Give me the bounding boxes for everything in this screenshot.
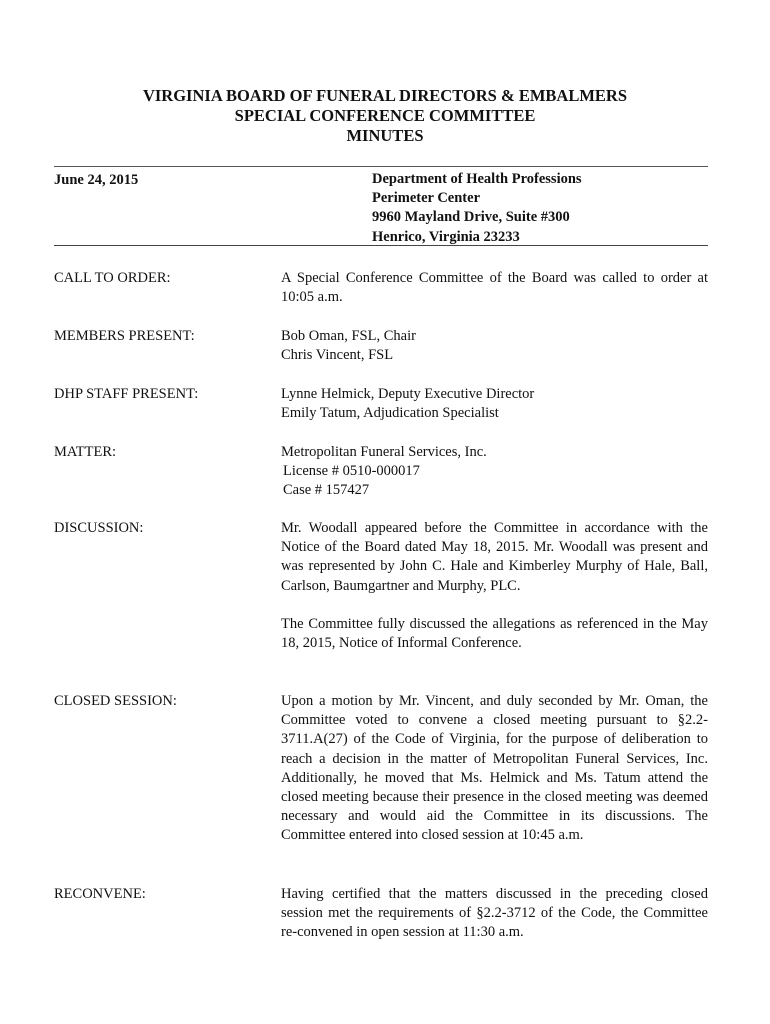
header-divider: [54, 245, 708, 246]
staff-list: [281, 385, 708, 423]
title-line-board: VIRGINIA BOARD OF FUNERAL DIRECTORS & EMBALMERS: [142, 86, 628, 105]
location-line: Department of Health Professions: [372, 171, 582, 187]
discussion-paragraph: The Committee fully discussed the allegations as referenced in the May 18, 2015, Notice of Informal Conference.: [281, 615, 708, 652]
document-title: [0, 86, 770, 146]
location-line: Henrico, Virginia 23233: [372, 228, 520, 245]
section-label: MEMBERS PRESENT:: [54, 328, 195, 344]
section-label: MATTER:: [54, 444, 117, 460]
title-line-committee: SPECIAL CONFERENCE COMMITTEE: [234, 106, 536, 125]
top-divider: [54, 166, 708, 167]
matter-details: [281, 443, 708, 501]
location-line: Perimeter Center: [372, 190, 481, 207]
matter-case: Case # 157427: [283, 482, 370, 499]
member-entry: Chris Vincent, FSL: [281, 347, 394, 364]
section-text: Having certified that the matters discussed in the preceding closed session met the requirements of §2.2-3712 of the Code, the Committee re-convened in open session at 11:30 a.m.: [281, 886, 708, 941]
members-list: [281, 327, 708, 365]
title-line-minutes: MINUTES: [346, 126, 424, 145]
discussion-paragraph: Mr. Woodall appeared before the Committee in accordance with the Notice of the Board dated May 18, 2015. Mr. Woodall was present and was represented by John C. Hale and Kimberley Murphy of Hale, Ball, Carlson, Baumgartner and Murphy, PLC.: [281, 520, 708, 594]
section-label: RECONVENE:: [54, 886, 146, 902]
section-label: CLOSED SESSION:: [54, 693, 177, 709]
section-label: DHP STAFF PRESENT:: [54, 386, 199, 402]
meeting-date: June 24, 2015: [54, 172, 139, 188]
staff-entry: Emily Tatum, Adjudication Specialist: [281, 405, 499, 422]
discussion-text: [281, 519, 708, 653]
member-entry: Bob Oman, FSL, Chair: [281, 328, 416, 344]
section-text: A Special Conference Committee of the Board was called to order at 10:05 a.m.: [281, 270, 708, 306]
matter-license: License # 0510-000017: [283, 463, 420, 480]
location-line: 9960 Mayland Drive, Suite #300: [372, 209, 570, 226]
matter-name: Metropolitan Funeral Services, Inc.: [281, 444, 487, 460]
meeting-location: [372, 170, 582, 247]
section-text: Upon a motion by Mr. Vincent, and duly seconded by Mr. Oman, the Committee voted to convene a closed meeting pursuant to §2.2-3711.A(27) of the Code of Virginia, for the purpose of deliberation to reach a decision in the matter of Metropolitan Funeral Services, Inc. Additionally, he moved that Ms. Helmick and Ms. Tatum attend the closed meeting because their presence in the closed meeting was deemed necessary and would aid the Committee in its discussions. The Committee entered into closed session at 10:45 a.m.: [281, 693, 708, 844]
section-label: DISCUSSION:: [54, 520, 144, 536]
staff-entry: Lynne Helmick, Deputy Executive Director: [281, 386, 535, 402]
section-label: CALL TO ORDER:: [54, 270, 171, 286]
